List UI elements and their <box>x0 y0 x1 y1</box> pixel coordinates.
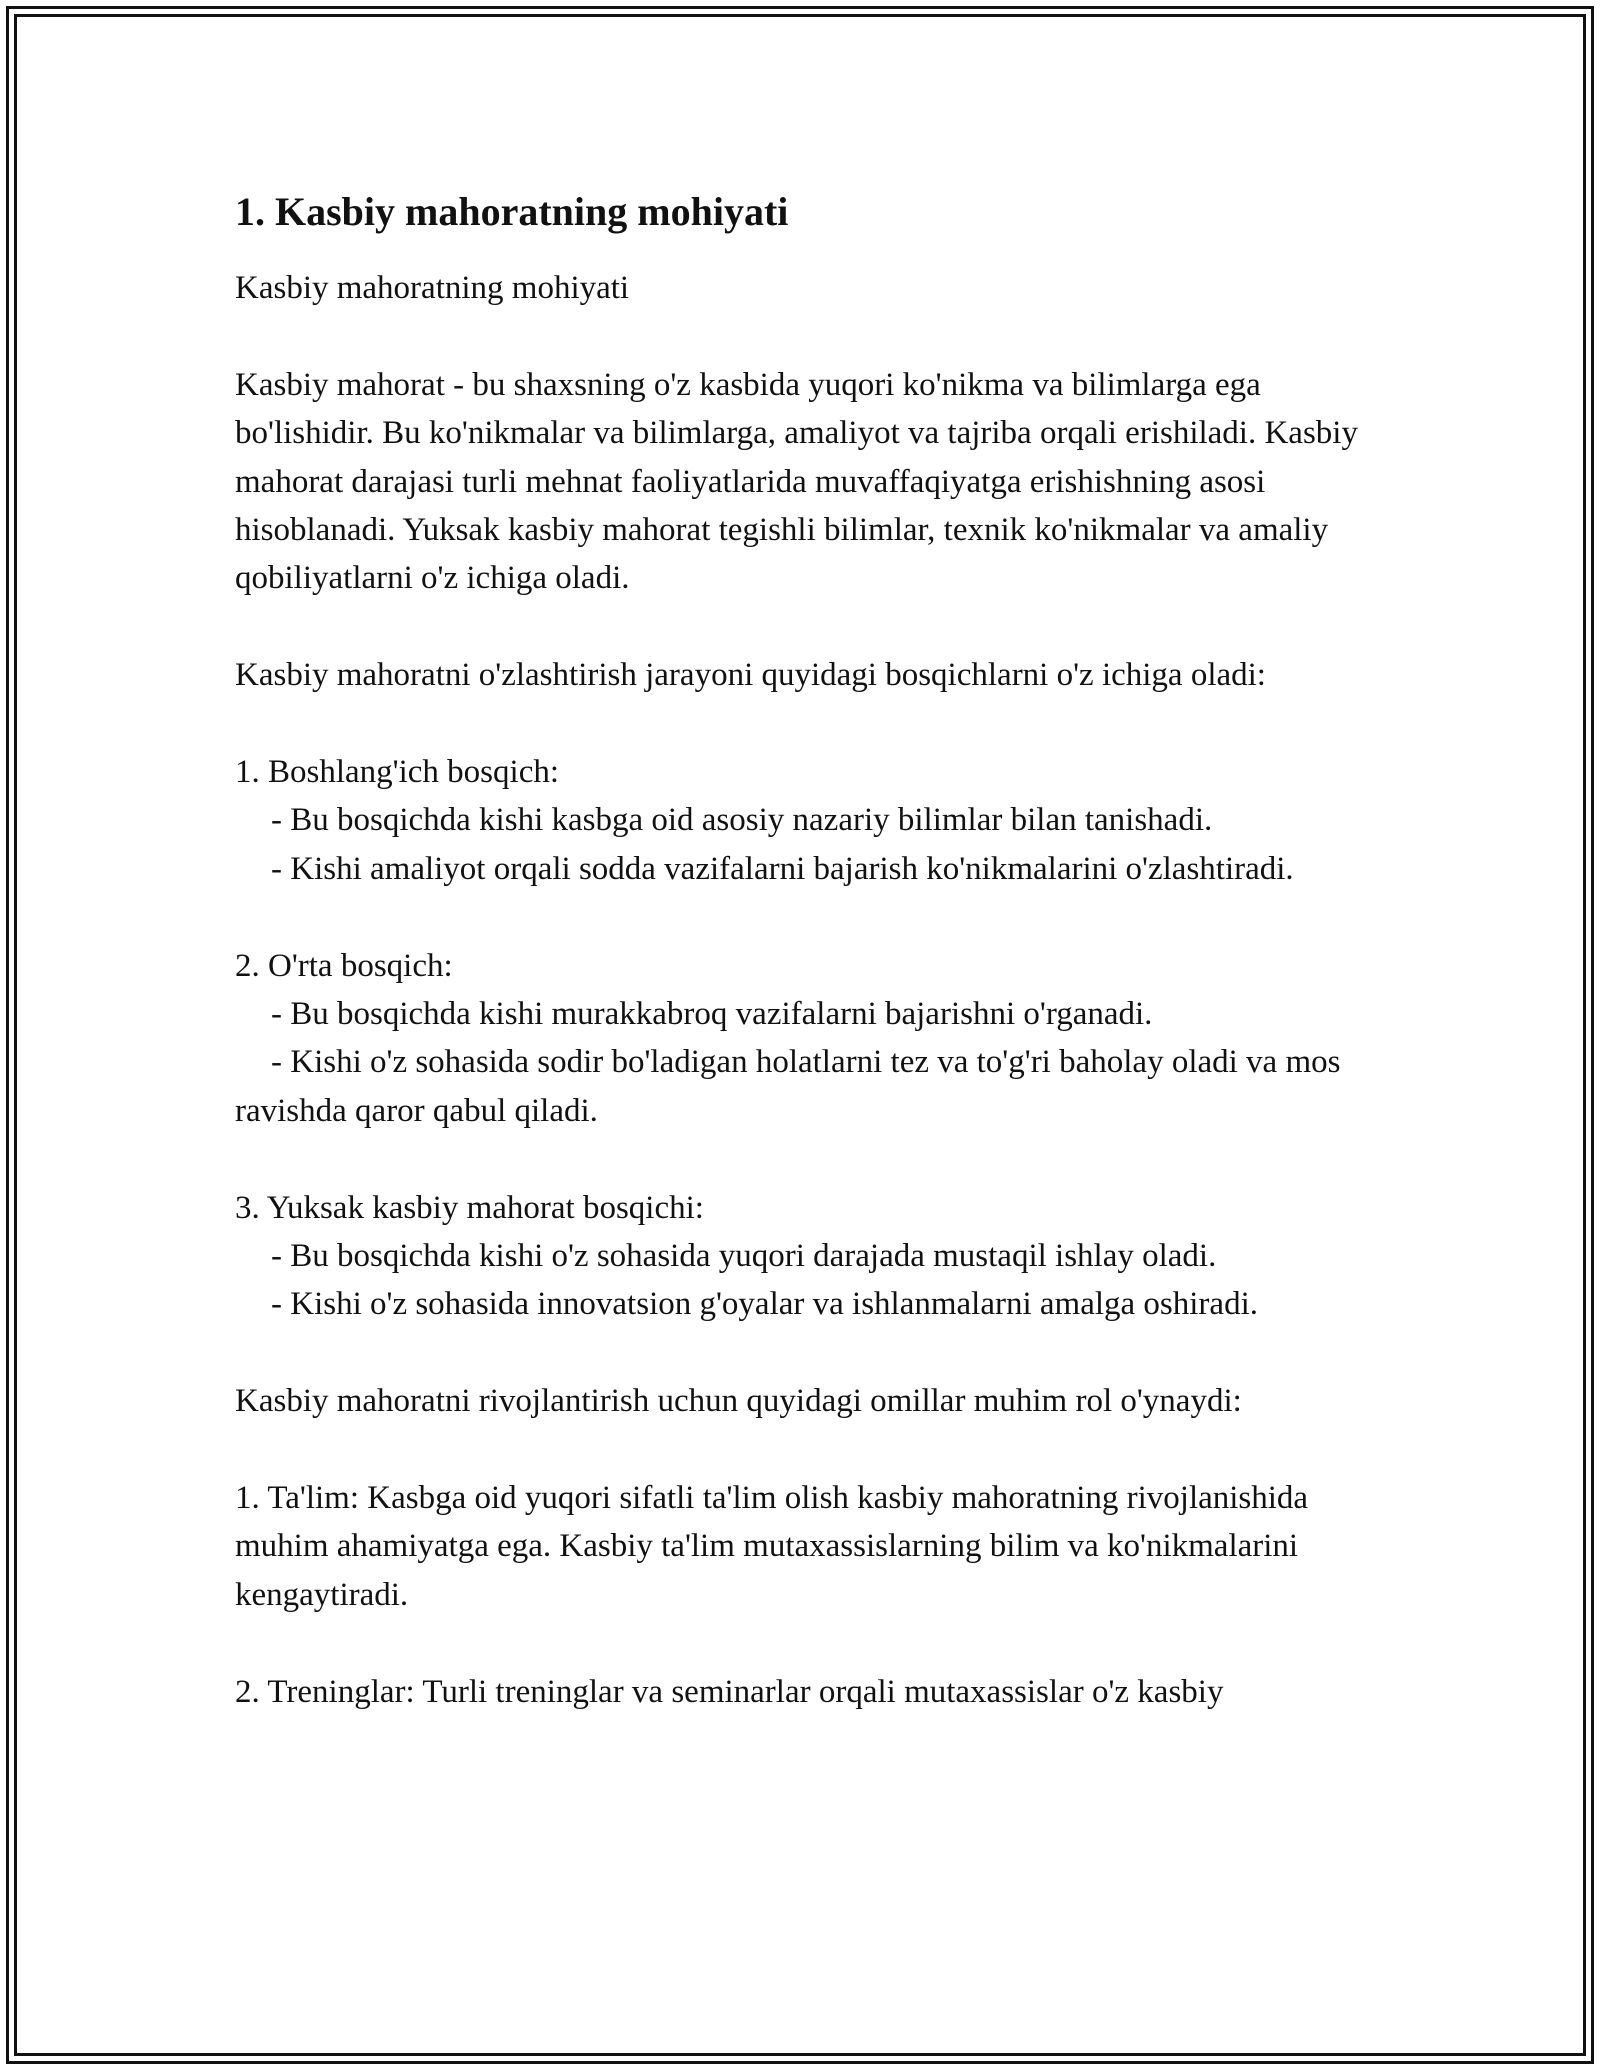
stage-point: - Kishi o'z sohasida innovatsion g'oyalar va ishlanmalarni amalga oshiradi. <box>271 1286 1258 1323</box>
stage-block <box>235 1184 1365 1329</box>
stage-point: - Bu bosqichda kishi murakkabroq vazifalarni bajarishni o'rganadi. <box>271 996 1153 1033</box>
stages-intro: Kasbiy mahoratni o'zlashtirish jarayoni quyidagi bosqichlarni o'z ichiga oladi: <box>235 657 1266 694</box>
factor-item: 2. Treninglar: Turli treninglar va seminarlar orqali mutaxassislar o'z kasbiy <box>235 1673 1224 1710</box>
stage-title: 2. O'rta bosqich: <box>235 947 453 984</box>
stage-point: - Kishi amaliyot orqali sodda vazifalarni bajarish ko'nikmalarini o'zlashtiradi. <box>271 850 1294 887</box>
stage-title: 3. Yuksak kasbiy mahorat bosqichi: <box>235 1189 704 1226</box>
intro-paragraph: Kasbiy mahorat - bu shaxsning o'z kasbida yuqori ko'nikma va bilimlarga ega bo'lishidir. Bu ko'nikmalar va bilimlarga, amaliyot va tajriba orqali erishiladi. Kasbiy mahorat darajasi turli mehnat faoliyatlarida muvaffaqiyatga erishishning asosi hisoblanadi. Yuksak kasbiy mahorat tegishli bilimlar, texnik ko'nikmalar va amaliy qobiliyatlarni o'z ichiga oladi. <box>235 366 1367 597</box>
stage-block <box>235 942 1365 1136</box>
document-body <box>235 186 1365 1716</box>
paragraph-gap <box>235 1619 1365 1667</box>
paragraph-gap <box>235 893 1365 941</box>
paragraph-gap <box>235 603 1365 651</box>
stage-title: 1. Boshlang'ich bosqich: <box>235 754 560 791</box>
section-heading: 1. Kasbiy mahoratning mohiyati <box>235 189 789 234</box>
stage-point: - Kishi o'z sohasida sodir bo'ladigan holatlarni tez va to'g'ri baholay oladi va mos ravishda qaror qabul qiladi. <box>235 1044 1349 1129</box>
factors-intro: Kasbiy mahoratni rivojlantirish uchun quyidagi omillar muhim rol o'ynaydi: <box>235 1383 1242 1420</box>
paragraph-gap <box>235 1329 1365 1377</box>
paragraph-gap <box>235 312 1365 360</box>
subtitle: Kasbiy mahoratning mohiyati <box>235 270 630 306</box>
stage-point: - Bu bosqichda kishi kasbga oid asosiy nazariy bilimlar bilan tanishadi. <box>271 802 1213 839</box>
paragraph-gap <box>235 1135 1365 1183</box>
factor-item: 1. Ta'lim: Kasbga oid yuqori sifatli ta'lim olish kasbiy mahoratning rivojlanishida muhim ahamiyatga ega. Kasbiy ta'lim mutaxassislarning bilim va ko'nikmalarini kengaytiradi. <box>235 1480 1317 1613</box>
paragraph-gap <box>235 1426 1365 1474</box>
stage-point: - Bu bosqichda kishi o'z sohasida yuqori darajada mustaqil ishlay oladi. <box>271 1238 1217 1275</box>
stage-block <box>235 748 1365 893</box>
paragraph-gap <box>235 700 1365 748</box>
